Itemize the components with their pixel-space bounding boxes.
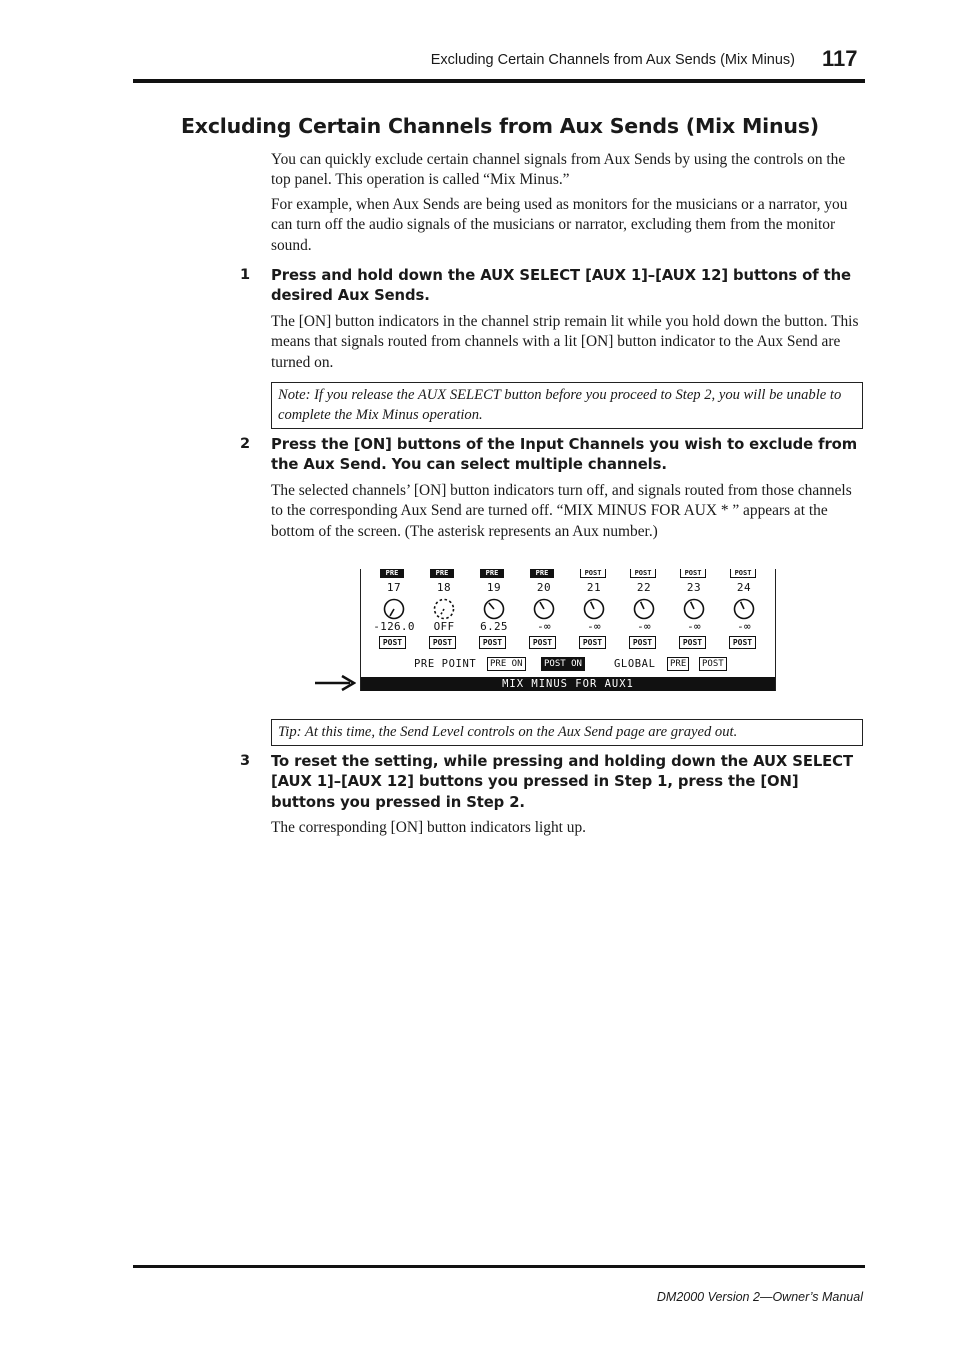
channel-post-button[interactable]: POST bbox=[429, 636, 456, 649]
channel-prepost-tag[interactable]: POST bbox=[580, 569, 606, 578]
running-header: Excluding Certain Channels from Aux Sends (Mix Minus) bbox=[430, 52, 795, 68]
manual-title: DM2000 Version 2—Owner’s Manual bbox=[656, 1290, 863, 1304]
step-1-instruction: Press and hold down the AUX SELECT [AUX 1]–[AUX 12] buttons of the desired Aux Sends. bbox=[271, 267, 851, 305]
channel-prepost-tag[interactable]: PRE bbox=[380, 569, 404, 578]
global-post-button[interactable]: POST bbox=[699, 657, 727, 671]
channel-prepost-tag[interactable]: POST bbox=[630, 569, 656, 578]
channel-post-button[interactable]: POST bbox=[679, 636, 706, 649]
send-level-knob-icon[interactable] bbox=[682, 597, 706, 621]
channel-column bbox=[719, 569, 769, 649]
channel-prepost-tag[interactable]: PRE bbox=[430, 569, 454, 578]
channel-prepost-tag[interactable]: POST bbox=[730, 569, 756, 578]
channel-number: 19 bbox=[486, 581, 502, 594]
section-title: Excluding Certain Channels from Aux Sends (Mix Minus) bbox=[181, 114, 819, 138]
send-level-knob-icon[interactable] bbox=[382, 597, 406, 621]
channel-send-value: -∞ bbox=[587, 620, 601, 633]
send-level-knob-icon[interactable] bbox=[482, 597, 506, 621]
channel-column bbox=[419, 569, 469, 649]
post-on-button[interactable]: POST ON bbox=[541, 657, 585, 671]
step-2-body: The selected channels’ [ON] button indicators turn off, and signals routed from those channels to the corresponding Aux Send are turned off. “MIX MINUS FOR AUX * ” appears at the bottom of the screen. (The asterisk represents an Aux number.) bbox=[271, 482, 852, 540]
global-pre-button[interactable]: PRE bbox=[667, 657, 689, 671]
step-2-number: 2 bbox=[240, 436, 251, 452]
channel-number: 17 bbox=[386, 581, 402, 594]
channel-post-button[interactable]: POST bbox=[379, 636, 406, 649]
channel-send-value: 6.25 bbox=[480, 620, 508, 633]
channel-prepost-tag[interactable]: PRE bbox=[480, 569, 504, 578]
footer-rule bbox=[133, 1265, 865, 1268]
pre-on-button[interactable]: PRE ON bbox=[487, 657, 526, 671]
page-number: 117 bbox=[822, 46, 858, 71]
pre-point-label: PRE POINT bbox=[414, 658, 477, 670]
send-level-knob-icon[interactable] bbox=[732, 597, 756, 621]
channel-column bbox=[519, 569, 569, 649]
step-3-instruction: To reset the setting, while pressing and holding down the AUX SELECT [AUX 1]–[AUX 12] buttons you pressed in Step 1, press the [ON] buttons you pressed in Step 2. bbox=[271, 753, 853, 811]
step-3-body: The corresponding [ON] button indicators light up. bbox=[271, 819, 587, 836]
send-level-knob-icon[interactable] bbox=[432, 597, 456, 621]
step-3-number: 3 bbox=[240, 753, 251, 769]
channel-post-button[interactable]: POST bbox=[729, 636, 756, 649]
channel-column bbox=[669, 569, 719, 649]
channel-send-value: OFF bbox=[433, 620, 455, 633]
channel-post-button[interactable]: POST bbox=[479, 636, 506, 649]
channel-column bbox=[619, 569, 669, 649]
channel-send-value: -∞ bbox=[737, 620, 751, 633]
step-2-instruction: Press the [ON] buttons of the Input Channels you wish to exclude from the Aux Send. You can select multiple channels. bbox=[271, 436, 858, 474]
channel-number: 18 bbox=[436, 581, 452, 594]
send-level-knob-icon[interactable] bbox=[632, 597, 656, 621]
channel-prepost-tag[interactable]: PRE bbox=[530, 569, 554, 578]
send-level-knob-icon[interactable] bbox=[532, 597, 556, 621]
channel-number: 21 bbox=[586, 581, 602, 594]
intro-paragraph-2: For example, when Aux Sends are being used as monitors for the musicians or a narrator, you can turn off the audio signals of the musicians or narrator, excluding them from the monitor sound. bbox=[271, 196, 848, 254]
channel-column bbox=[569, 569, 619, 649]
channel-send-value: -∞ bbox=[687, 620, 701, 633]
channel-number: 22 bbox=[636, 581, 652, 594]
step-1-body: The [ON] button indicators in the channel strip remain lit while you hold down the button. This means that signals routed from channels with a lit [ON] button indicator to the Aux Send are turned on. bbox=[271, 313, 859, 371]
channel-number: 20 bbox=[536, 581, 552, 594]
intro-paragraph-1: You can quickly exclude certain channel signals from Aux Sends by using the controls on the top panel. This operation is called “Mix Minus.” bbox=[271, 151, 846, 189]
step-1-number: 1 bbox=[240, 267, 251, 283]
send-level-knob-icon[interactable] bbox=[582, 597, 606, 621]
status-bar: MIX MINUS FOR AUX1 bbox=[361, 677, 775, 691]
channel-send-value: -126.0 bbox=[373, 620, 415, 633]
channel-send-value: -∞ bbox=[537, 620, 551, 633]
pointer-arrow-icon bbox=[314, 673, 356, 693]
channel-column bbox=[369, 569, 419, 649]
lcd-screen bbox=[360, 569, 776, 691]
step-2-tip: Tip: At this time, the Send Level controls on the Aux Send page are grayed out. bbox=[271, 719, 863, 746]
global-label: GLOBAL bbox=[614, 658, 656, 670]
channel-number: 24 bbox=[736, 581, 752, 594]
step-1-note: Note: If you release the AUX SELECT button before you proceed to Step 2, you will be unable to complete the Mix Minus operation. bbox=[271, 382, 863, 429]
channel-post-button[interactable]: POST bbox=[629, 636, 656, 649]
channel-prepost-tag[interactable]: POST bbox=[680, 569, 706, 578]
channel-post-button[interactable]: POST bbox=[529, 636, 556, 649]
channel-column bbox=[469, 569, 519, 649]
header-rule bbox=[133, 79, 865, 83]
channel-post-button[interactable]: POST bbox=[579, 636, 606, 649]
channel-number: 23 bbox=[686, 581, 702, 594]
channel-send-value: -∞ bbox=[637, 620, 651, 633]
